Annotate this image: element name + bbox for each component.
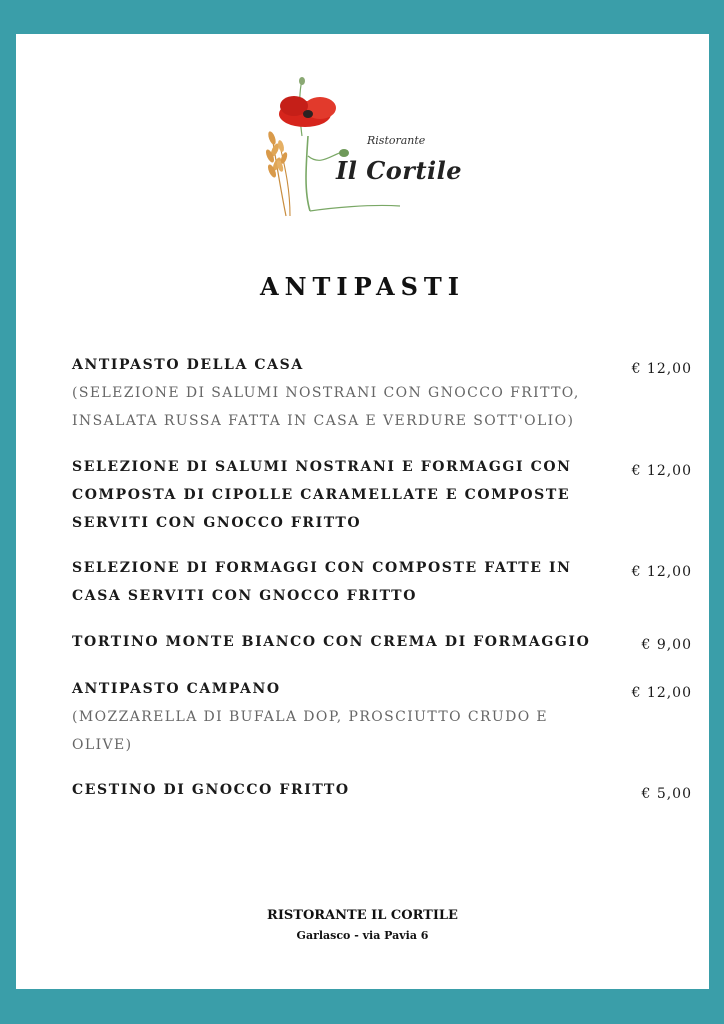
item-description: (MOZZARELLA DI BUFALA DOP, PROSCIUTTO CRUDO E OLIVE) — [72, 709, 549, 753]
menu-page — [16, 34, 709, 989]
menu-item — [72, 675, 692, 759]
section-title: ANTIPASTI — [260, 272, 465, 301]
restaurant-logo — [250, 76, 470, 221]
poppy-wheat-icon — [250, 76, 470, 221]
footer-address: Garlasco - via Pavia 6 — [296, 929, 429, 942]
item-name: ANTIPASTO CAMPANO — [72, 681, 281, 697]
item-price: € 12,00 — [631, 685, 692, 701]
item-description: (SELEZIONE DI SALUMI NOSTRANI CON GNOCCO FRITTO, INSALATA RUSSA FATTA IN CASA E VERDURE SOTT'OLIO) — [72, 385, 580, 429]
menu-item — [72, 351, 692, 435]
item-name: ANTIPASTO DELLA CASA — [72, 357, 304, 373]
menu-item — [72, 628, 692, 656]
item-price: € 12,00 — [631, 564, 692, 580]
logo-subtitle: Ristorante — [367, 134, 426, 147]
logo-name: Il Cortile — [336, 156, 463, 185]
item-name: CESTINO DI GNOCCO FRITTO — [72, 782, 350, 798]
item-name: SELEZIONE DI FORMAGGI CON COMPOSTE FATTE IN CASA SERVITI CON GNOCCO FRITTO — [72, 560, 572, 604]
item-price: € 9,00 — [641, 637, 692, 653]
item-price: € 12,00 — [631, 463, 692, 479]
item-price: € 12,00 — [631, 361, 692, 377]
menu-item — [72, 776, 692, 804]
item-price: € 5,00 — [641, 786, 692, 802]
menu-item — [72, 453, 692, 537]
item-name: TORTINO MONTE BIANCO CON CREMA DI FORMAGGIO — [72, 634, 591, 650]
item-name: SELEZIONE DI SALUMI NOSTRANI E FORMAGGI CON COMPOSTA DI CIPOLLE CARAMELLATE E COMPOSTE SERVITI CON GNOCCO FRITTO — [72, 459, 572, 531]
menu-item — [72, 554, 692, 610]
footer-restaurant-name: RISTORANTE IL CORTILE — [267, 908, 458, 923]
